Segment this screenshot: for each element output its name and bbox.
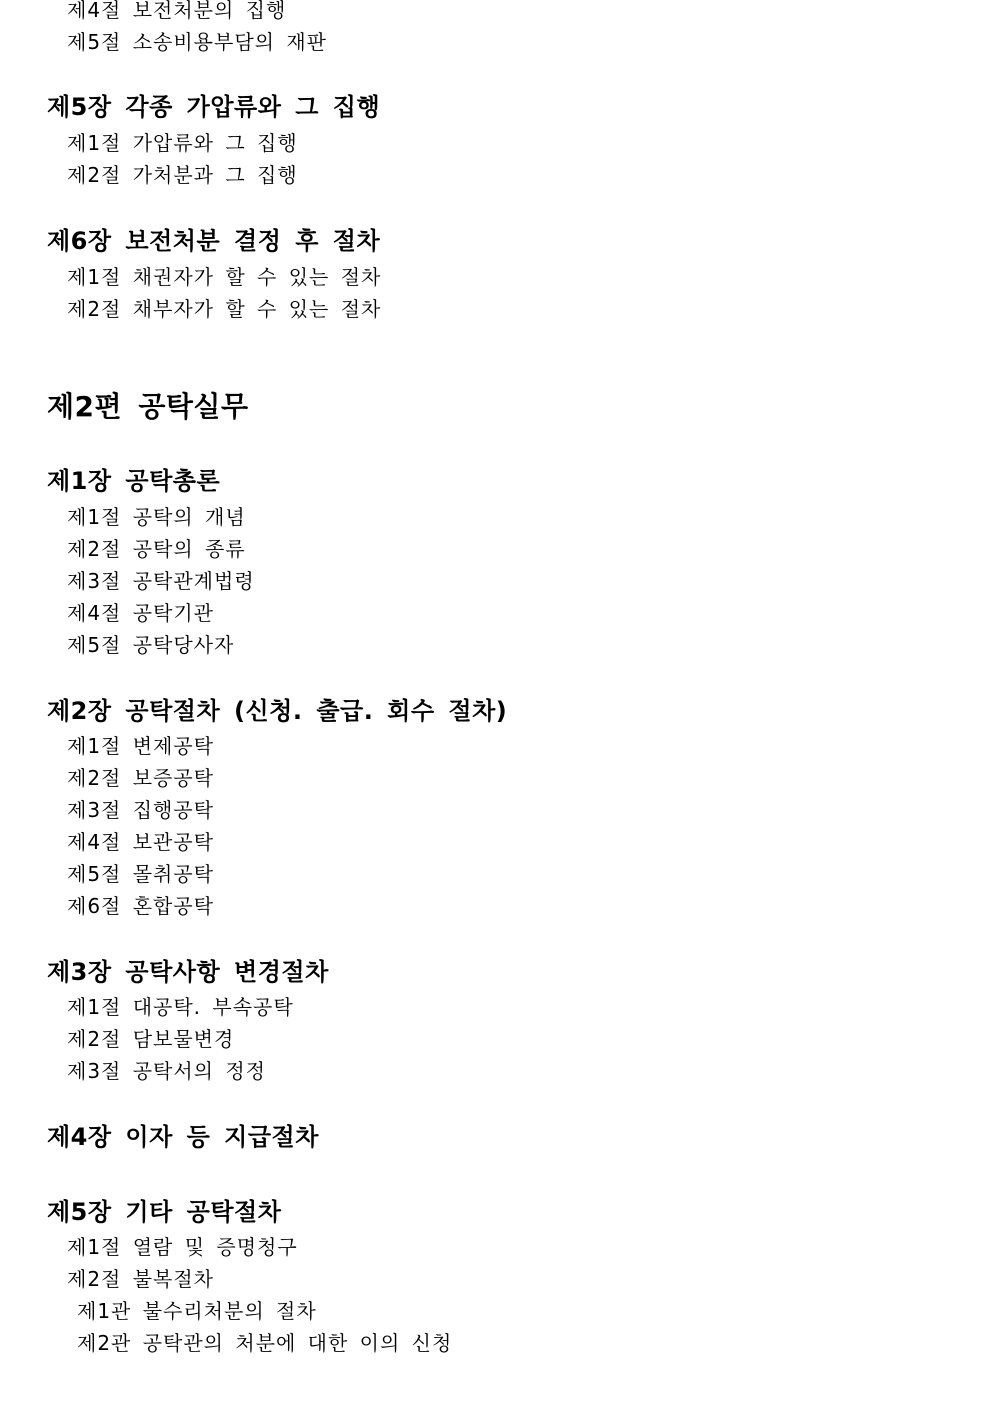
toc-subsection: 제1관 불수리처분의 절차 bbox=[77, 1299, 317, 1323]
toc-section: 제2절 담보물변경 bbox=[67, 1027, 235, 1051]
toc-chapter-title: 제5장 기타 공탁절차 bbox=[47, 1198, 282, 1226]
toc-section: 제2절 채부자가 할 수 있는 절차 bbox=[67, 297, 382, 321]
toc-section: 제4절 보관공탁 bbox=[67, 830, 215, 854]
toc-section: 제1절 가압류와 그 집행 bbox=[67, 131, 298, 155]
toc-section: 제4절 공탁기관 bbox=[67, 601, 215, 625]
toc-section: 제5절 소송비용부담의 재판 bbox=[67, 30, 327, 54]
toc-section: 제6절 혼합공탁 bbox=[67, 894, 215, 918]
toc-section: 제3절 집행공탁 bbox=[67, 798, 215, 822]
toc-chapter-title: 제3장 공탁사항 변경절차 bbox=[47, 958, 329, 986]
toc-chapter-title: 제5장 각종 가압류와 그 집행 bbox=[47, 93, 381, 121]
toc-section: 제2절 가처분과 그 집행 bbox=[67, 163, 298, 187]
toc-section: 제3절 공탁관계법령 bbox=[67, 569, 255, 593]
toc-chapter-title: 제4장 이자 등 지급절차 bbox=[47, 1123, 319, 1151]
toc-part-title: 제2편 공탁실무 bbox=[47, 390, 249, 423]
toc-chapter-title: 제2장 공탁절차 (신청. 출급. 회수 절차) bbox=[47, 697, 508, 725]
toc-section: 제4절 보전처분의 집행 bbox=[67, 0, 287, 22]
toc-section: 제1절 열람 및 증명청구 bbox=[67, 1235, 298, 1259]
toc-section: 제2절 공탁의 종류 bbox=[67, 537, 246, 561]
toc-section: 제1절 채권자가 할 수 있는 절차 bbox=[67, 265, 382, 289]
toc-section: 제2절 불복절차 bbox=[67, 1267, 215, 1291]
toc-subsection: 제2관 공탁관의 처분에 대한 이의 신청 bbox=[77, 1331, 453, 1355]
toc-chapter-title: 제6장 보전처분 결정 후 절차 bbox=[47, 227, 381, 255]
toc-section: 제5절 공탁당사자 bbox=[67, 633, 235, 657]
toc-section: 제5절 몰취공탁 bbox=[67, 862, 215, 886]
toc-section: 제1절 공탁의 개념 bbox=[67, 505, 246, 529]
toc-section: 제2절 보증공탁 bbox=[67, 766, 215, 790]
toc-chapter-title: 제1장 공탁총론 bbox=[47, 467, 221, 495]
toc-section: 제1절 대공탁. 부속공탁 bbox=[67, 995, 294, 1019]
toc-section: 제1절 변제공탁 bbox=[67, 734, 215, 758]
toc-section: 제3절 공탁서의 정정 bbox=[67, 1059, 266, 1083]
